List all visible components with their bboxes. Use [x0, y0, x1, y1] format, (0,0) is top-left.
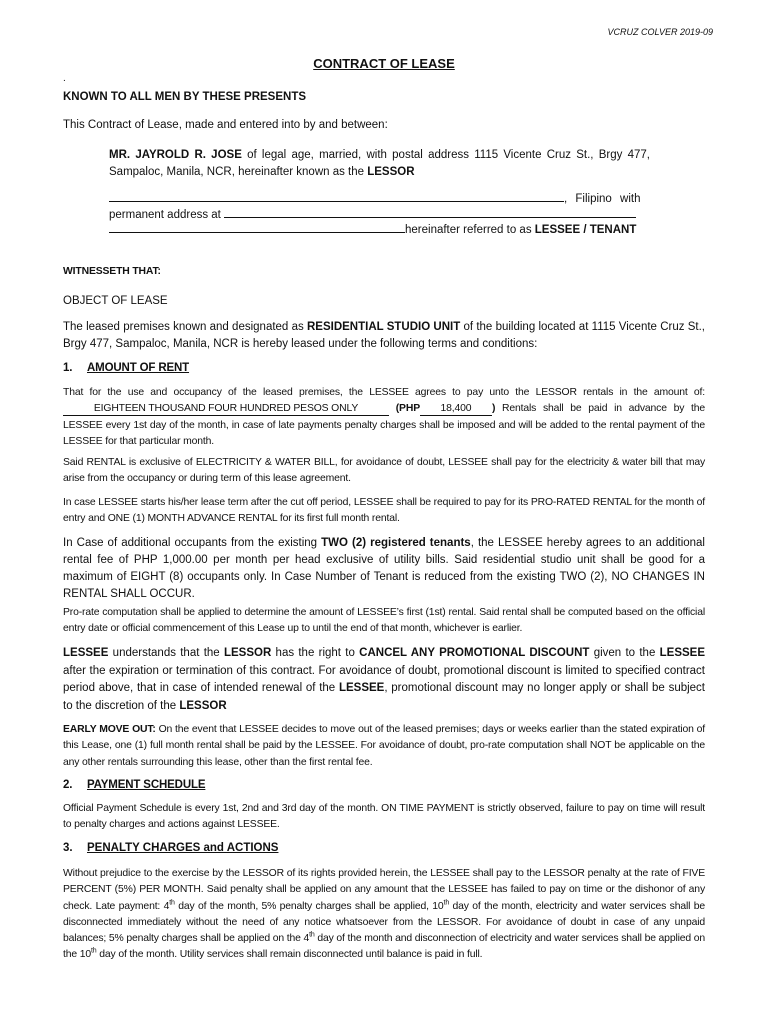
promo-lessee-3: LESSEE [338, 682, 385, 694]
lessee-address-label: permanent address at [109, 209, 221, 221]
amount-words-field[interactable]: EIGHTEEN THOUSAND FOUR HUNDRED PESOS ONLY [63, 403, 389, 416]
occupants-text: In Case of additional occupants from the existing [63, 537, 322, 549]
known-heading: KNOWN TO ALL MEN BY THESE PRESENTS [63, 91, 307, 103]
lessee-referred: hereinafter referred to as [405, 224, 535, 236]
lessor-role: LESSOR [367, 165, 415, 178]
page-title: CONTRACT OF LEASE [313, 56, 455, 71]
stray-dot: . [63, 73, 66, 84]
rent-text-2: Rentals shall be paid in advance by the LESSEE every 1st day of the month, in case of late payments penalty charges shall be imposed and will be added to the rental payment of the LESSEE for that particular month. [63, 403, 705, 447]
object-text-part: The leased premises known and designated as [63, 321, 307, 333]
promo-text-d: after the expiration or termination of this contract. For avoidance of doubt, promotional discount is limited to specified contract period above, that in case of intended renewal of the [63, 664, 705, 694]
section-2-heading [63, 777, 205, 793]
object-text [63, 319, 705, 353]
promo-discount-paragraph [63, 645, 705, 715]
lessee-role: LESSEE / TENANT [534, 224, 637, 236]
early-move-out-text: On the event that LESSEE decides to move out of the leased premises; days or weeks earlier than the stated expiration of this Lease, one (1) full month rental shall be paid by the LESSEE. For avoidance of doubt, pro-rate computation shall NOT be applicable on the any other rentals surrounding this lease, other than the first rental fee. [63, 724, 706, 768]
php-label: (PHP [395, 403, 420, 415]
payment-schedule-paragraph: Official Payment Schedule is every 1st, 2nd and 3rd day of the month. ON TIME PAYMENT is strictly observed, failure to pay on time will result to penalty charges and actions against LESSEE. [63, 803, 705, 831]
early-move-out-paragraph [63, 722, 705, 771]
penalty-text-3: day of the month, electricity and water services shall be disconnected immediately without the need of any notice whatsoever from the LESSOR. For avoidance of doubt in case of any unpaid balances; 5% penalty charges shall be applied on the 4 [63, 900, 705, 945]
ordinal-suffix: th [91, 948, 97, 956]
lessee-address-blank-2[interactable] [109, 220, 405, 233]
section-1-heading [63, 360, 189, 376]
lessee-nationality: , Filipino with [564, 193, 641, 205]
penalty-text-5: day of the month. Utility services shall remain disconnected until balance is paid in full. [96, 949, 483, 961]
section-number: 2. [63, 779, 73, 791]
rent-paragraph [63, 385, 705, 450]
section-title: PENALTY CHARGES and ACTIONS [87, 842, 279, 854]
early-move-out-label: EARLY MOVE OUT: [63, 724, 156, 735]
ordinal-suffix: th [443, 899, 450, 907]
lessor-details: of legal age, married, with postal address 1115 Vicente Cruz St., Brgy 477, Sampaloc, Manila, NCR, hereinafter known as the [109, 149, 650, 178]
close-paren: ) [491, 403, 496, 415]
penalty-paragraph [63, 866, 705, 964]
lessee-line-3 [109, 220, 650, 239]
promo-text-b: has the right to [271, 647, 360, 659]
object-text-part-2: of the building located at 1115 Vicente Cruz St., Brgy 477, Sampaloc, Manila, NCR is hereby leased under the following terms and conditions: [63, 321, 705, 350]
penalty-text-4: day of the month and disconnection of electricity and water services shall be applied on the 10 [63, 933, 706, 961]
document-code: VCRUZ COLVER 2019-09 [607, 27, 713, 37]
penalty-text-2: day of the month, 5% penalty charges shall be applied, 10 [174, 900, 444, 912]
promo-lessor-2: LESSOR [179, 699, 227, 712]
section-title: PAYMENT SCHEDULE [87, 779, 206, 791]
lessor-clause [109, 147, 650, 180]
section-number: 1. [63, 362, 73, 374]
prorated-paragraph: In case LESSEE starts his/her lease term after the cut off period, LESSEE shall be required to pay for its PRO-RATED RENTAL for the month of entry and ONE (1) MONTH ADVANCE RENTAL for its first full month rental. [63, 497, 705, 525]
object-heading: OBJECT OF LEASE [63, 295, 168, 307]
promo-cancel: CANCEL ANY PROMOTIONAL DISCOUNT [359, 647, 590, 659]
section-number: 3. [63, 842, 73, 854]
promo-lessor: LESSOR [223, 647, 272, 659]
lessee-address-blank[interactable] [224, 205, 636, 218]
amount-number-field[interactable]: 18,400 [420, 403, 492, 416]
promo-lessee-2: LESSEE [659, 647, 706, 659]
ordinal-suffix: th [309, 931, 315, 939]
section-title: AMOUNT OF RENT [87, 362, 190, 374]
object-bold: RESIDENTIAL STUDIO UNIT [306, 321, 461, 333]
occupants-text-2: , the LESSEE hereby agrees to an additional rental fee of PHP 1,000.00 per month per head exclusive of utility bills. Said residential studio unit shall be good for a maximum of EIGHT (8) occupants only. In Case Number of Tenant is reduced from the existing TWO (2), NO CHANGES IN RENTAL SHALL OCCUR. [63, 537, 705, 600]
penalty-text-1: Without prejudice to the exercise by the LESSOR of its rights provided herein, the LESSEE shall pay to the LESSOR penalty at the rate of FIVE PERCENT (5%) PER MONTH. Said penalty shall be applied on any amount that the LESSEE has failed to pay on time or the dishonor of any check. Late payment: 4 [63, 868, 705, 912]
promo-lessee: LESSEE [63, 647, 109, 659]
prorate-computation-paragraph: Pro-rate computation shall be applied to determine the amount of LESSEE’s first (1st) rental. Said rental shall be computed based on the official entry date or official commencement of this Lease up to until the end of that month, whichever is earlier. [63, 607, 705, 635]
occupants-bold: TWO (2) registered tenants [321, 537, 471, 549]
ordinal-suffix: th [169, 899, 175, 907]
occupants-paragraph [63, 535, 705, 603]
section-3-heading [63, 842, 278, 854]
promo-text-e: , promotional discount may no longer apply or shall be subject to the discretion of the [63, 682, 706, 712]
promo-text-c: given to the [589, 647, 660, 659]
lessor-name: MR. JAYROLD R. JOSE [109, 149, 242, 161]
promo-text-a: understands that the [108, 647, 224, 659]
lessee-name-blank[interactable] [109, 189, 564, 202]
witnesseth-heading: WITNESSETH THAT: [63, 266, 161, 277]
rent-text: That for the use and occupancy of the leased premises, the LESSEE agrees to pay unto the LESSOR rentals in the amount of: [63, 387, 705, 398]
electricity-paragraph: Said RENTAL is exclusive of ELECTRICITY & WATER BILL, for avoidance of doubt, LESSEE shall pay for the electricity & water bill that may arise from the occupancy or during term of this lease agreement. [63, 457, 705, 485]
intro-text: This Contract of Lease, made and entered into by and between: [63, 119, 388, 131]
